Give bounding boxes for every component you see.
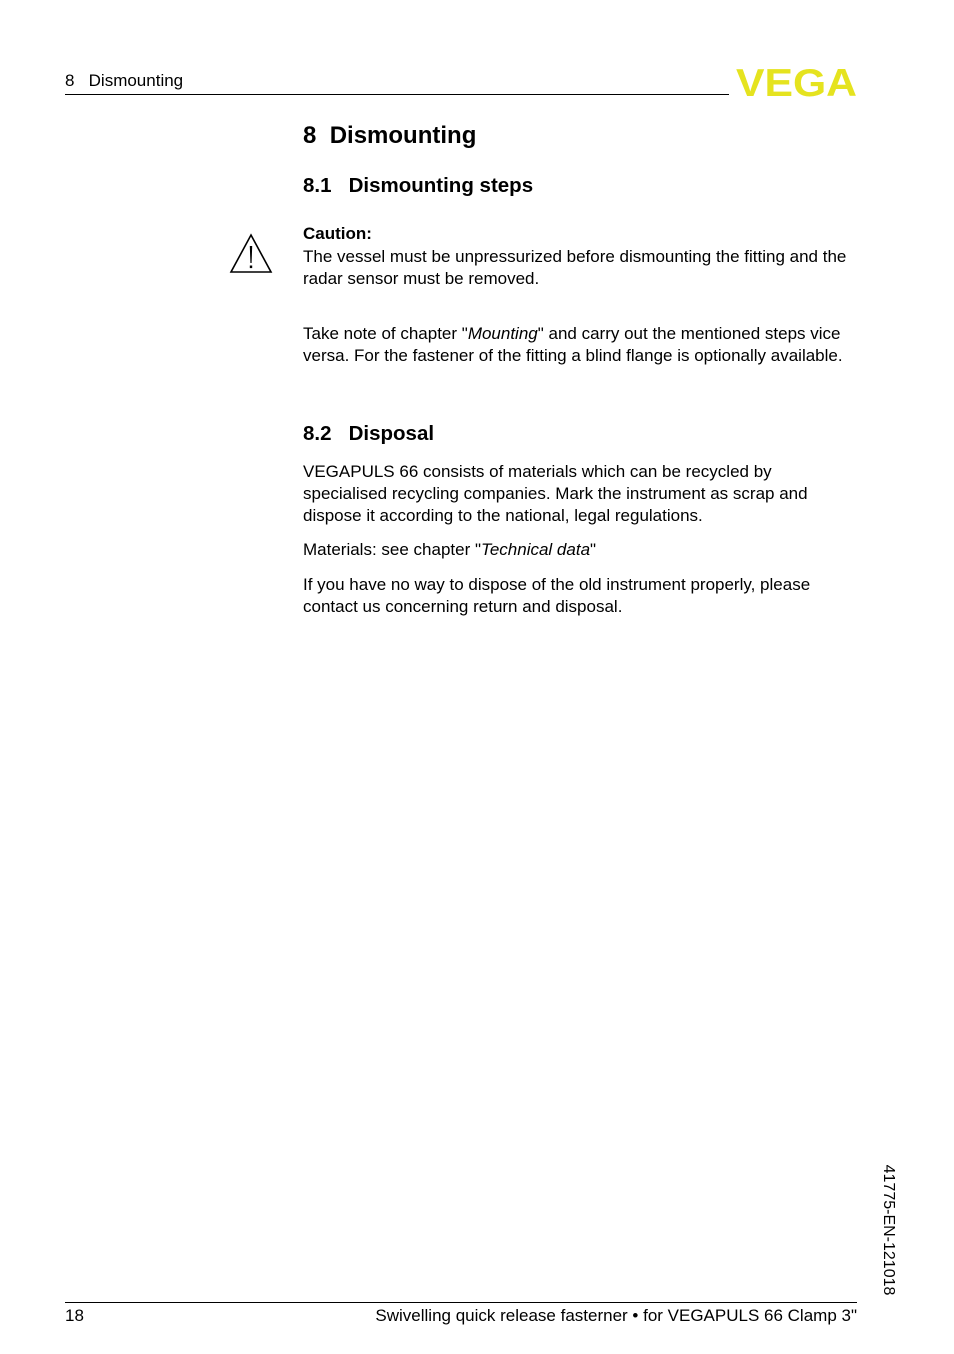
disposal-text-1: VEGAPULS 66 consists of materials which can be recycled by specialised recycling companies. Mark the instrument as scrap and dispose it according to the national, legal regulations. — [303, 462, 808, 525]
disposal-paragraph-1 — [303, 461, 859, 527]
materials-prefix: Materials: see chapter " — [303, 540, 482, 559]
header-rule — [65, 94, 729, 95]
technical-data-ref: Technical data — [481, 540, 591, 559]
section-8-1-heading — [303, 174, 533, 198]
caution-block — [303, 223, 859, 290]
page-number: 18 — [65, 1306, 84, 1325]
mounting-note-prefix: Take note of chapter " — [303, 324, 468, 343]
section-8-2-number: 8.2 — [303, 422, 332, 445]
footer-document-title: Swivelling quick release fasterner • for VEGAPULS 66 Clamp 3" — [375, 1306, 857, 1325]
mounting-note-suffix: " and carry out the mentioned steps vice versa. For the fastener of the fitting a blind flange is optionally available. — [303, 324, 843, 365]
running-head-number: 8 — [65, 71, 75, 90]
section-8-1-number: 8.1 — [303, 174, 332, 197]
chapter-heading — [303, 122, 476, 150]
document-code: 41775-EN-121018 — [880, 1164, 897, 1296]
vega-logo-text: VEGA — [736, 66, 857, 98]
running-head — [65, 71, 183, 91]
section-8-1-title: Dismounting steps — [348, 174, 534, 197]
chapter-title: Dismounting — [329, 122, 477, 149]
disposal-text-3: If you have no way to dispose of the old instrument properly, please contact us concerning return and disposal. — [303, 575, 811, 616]
section-8-2-heading — [303, 422, 434, 446]
warning-triangle-icon — [229, 233, 273, 274]
caution-text: The vessel must be unpressurized before dismounting the fitting and the radar sensor must be removed. — [303, 247, 847, 288]
materials-suffix: " — [590, 540, 597, 559]
footer-rule — [65, 1302, 857, 1303]
vega-logo — [735, 66, 858, 98]
running-head-title: Dismounting — [88, 71, 184, 90]
mounting-note-paragraph — [303, 323, 859, 367]
materials-paragraph — [303, 539, 859, 561]
disposal-paragraph-3 — [303, 574, 859, 618]
caution-label: Caution: — [303, 224, 372, 243]
section-8-2-title: Disposal — [348, 422, 435, 445]
chapter-number: 8 — [303, 122, 317, 149]
mounting-chapter-ref: Mounting — [467, 324, 538, 343]
